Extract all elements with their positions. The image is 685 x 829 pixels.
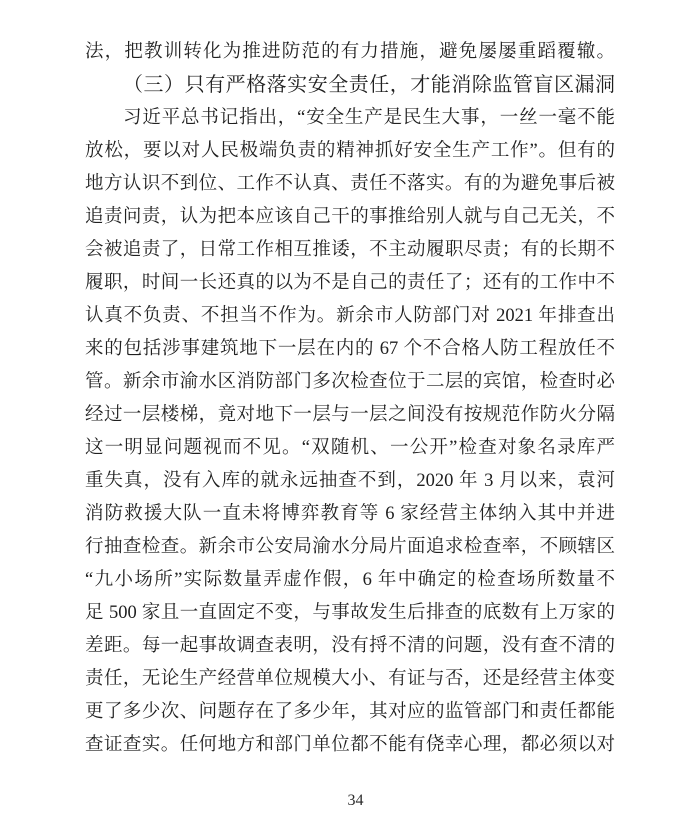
text-line: 来的包括涉事建筑地下一层在内的 67 个不合格人防工程放任不 <box>85 339 615 359</box>
text-line: 法，把教训转化为推进防范的有力措施，避免屡屡重蹈覆辙。 <box>85 42 615 62</box>
text-line: “九小场所”实际数量弄虚作假，6 年中确定的检查场所数量不 <box>85 570 615 590</box>
text-line: 习近平总书记指出，“安全生产是民生大事，一丝一毫不能 <box>123 108 615 128</box>
text-line: 消防救援大队一直未将博弈教育等 6 家经营主体纳入其中并进 <box>85 504 615 524</box>
text-line: 足 500 家且一直固定不变，与事故发生后排查的底数有上万家的 <box>85 603 615 623</box>
text-line: 认真不负责、不担当不作为。新余市人防部门对 2021 年排查出 <box>85 306 615 326</box>
text-line: 履职，时间一长还真的以为不是自己的责任了；还有的工作中不 <box>85 273 615 293</box>
text-line: 查证查实。任何地方和部门单位都不能有侥幸心理，都必须以对 <box>85 735 615 755</box>
text-line: 地方认识不到位、工作不认真、责任不落实。有的为避免事后被 <box>85 174 615 194</box>
text-line: 差距。每一起事故调查表明，没有捋不清的问题，没有查不清的 <box>85 636 615 656</box>
text-line: 更了多少次、问题存在了多少年，其对应的监管部门和责任都能 <box>85 702 615 722</box>
document-body <box>85 36 615 762</box>
text-line: 重失真，没有入库的就永远抽查不到，2020 年 3 月以来，袁河 <box>85 471 615 491</box>
section-heading: （三）只有严格落实安全责任，才能消除监管盲区漏洞 <box>123 74 615 96</box>
text-line: 放松，要以对人民极端负责的精神抓好安全生产工作”。但有的 <box>85 141 615 161</box>
page-number: 34 <box>347 792 364 809</box>
text-line: 经过一层楼梯，竟对地下一层与一层之间没有按规范作防火分隔 <box>85 405 615 425</box>
text-line: 行抽查检查。新余市公安局渝水分局片面追求检查率，不顾辖区 <box>85 537 615 557</box>
text-line: 追责问责，认为把本应该自己干的事推给别人就与自己无关，不 <box>85 207 615 227</box>
text-line: 这一明显问题视而不见。“双随机、一公开”检查对象名录库严 <box>85 438 615 458</box>
text-line: 会被追责了，日常工作相互推诿，不主动履职尽责；有的长期不 <box>85 240 615 260</box>
text-line: 管。新余市渝水区消防部门多次检查位于二层的宾馆，检查时必 <box>85 372 615 392</box>
text-line: 责任，无论生产经营单位规模大小、有证与否，还是经营主体变 <box>85 669 615 689</box>
